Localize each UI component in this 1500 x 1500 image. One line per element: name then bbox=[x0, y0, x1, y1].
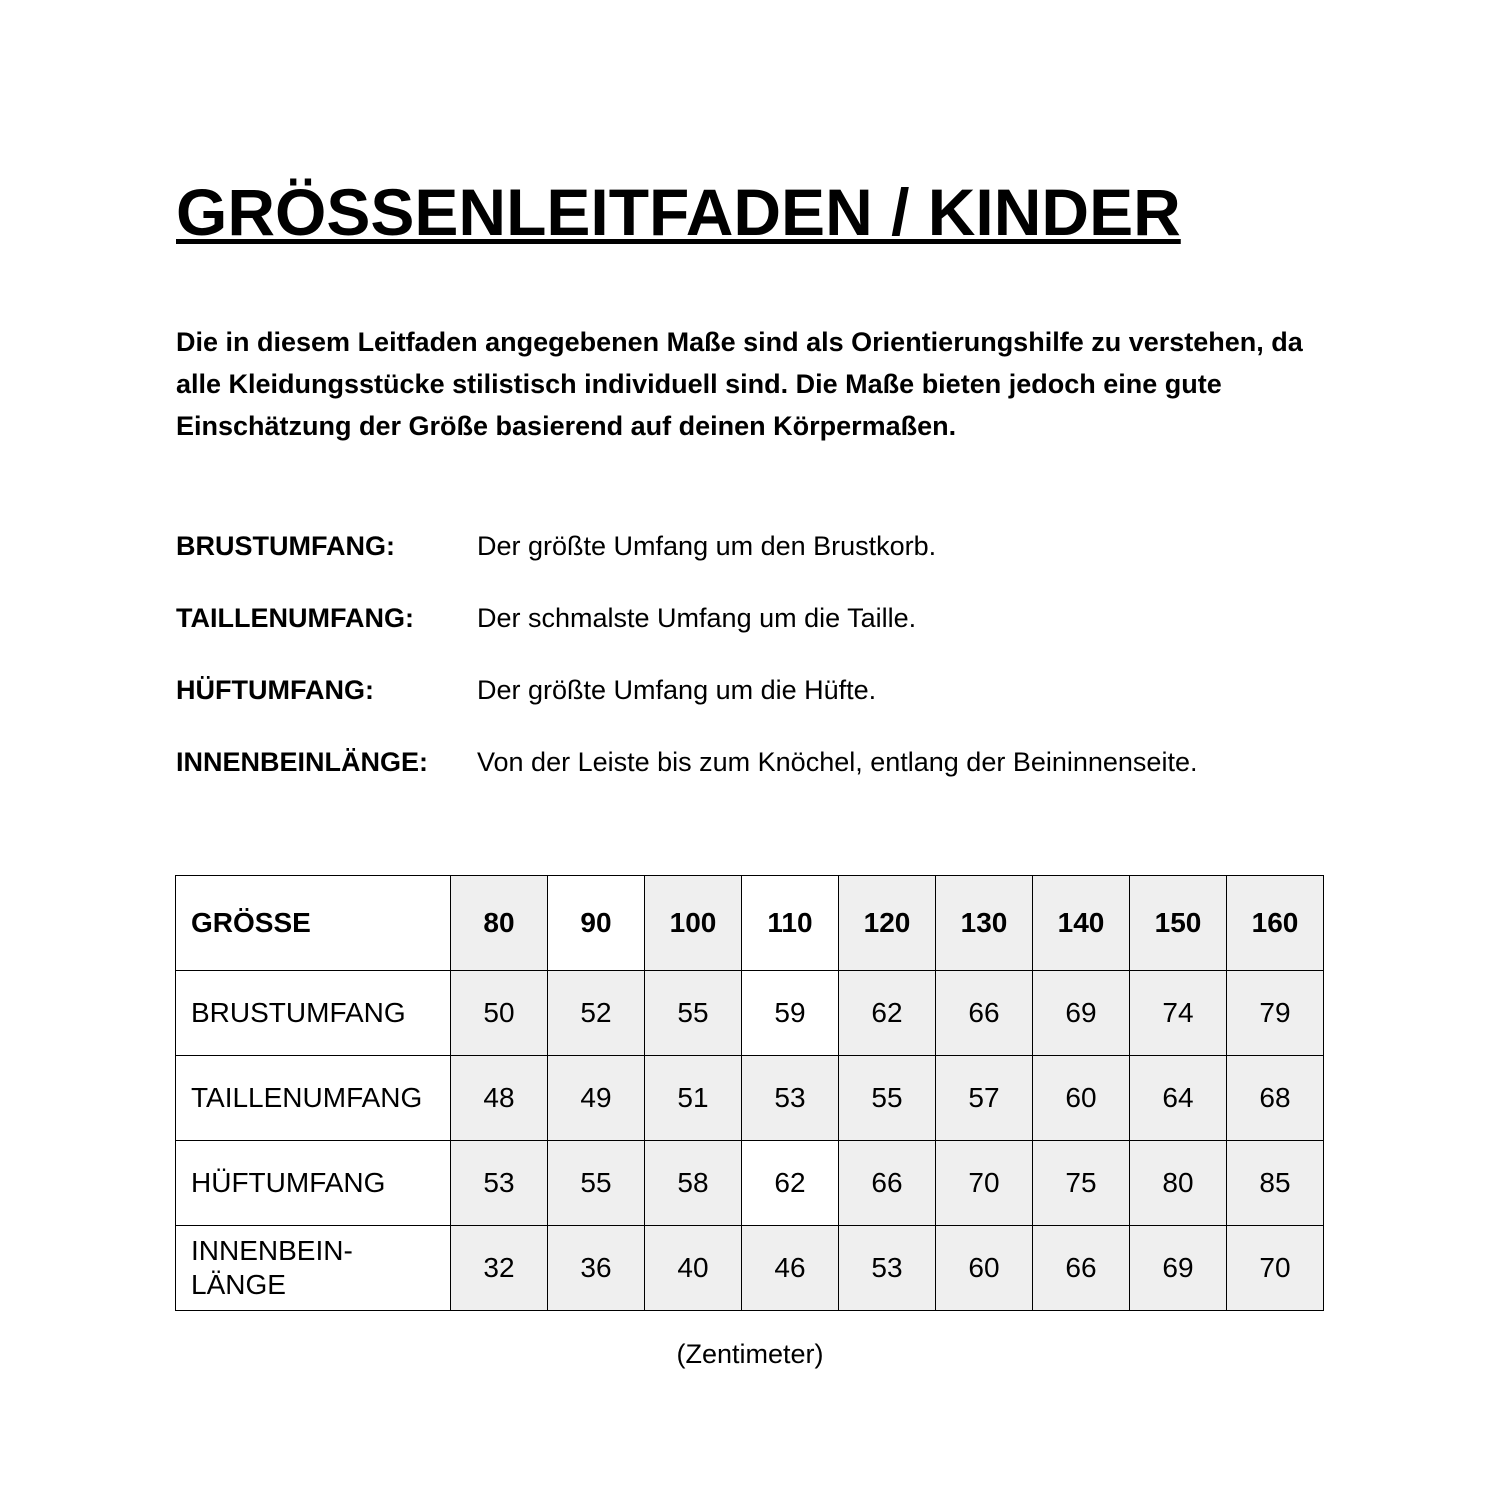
table-cell: 40 bbox=[645, 1226, 742, 1311]
table-row-label: BRUSTUMFANG bbox=[176, 971, 451, 1056]
table-header-cell: 140 bbox=[1033, 876, 1130, 971]
table-cell: 70 bbox=[1227, 1226, 1324, 1311]
definition-description: Der schmalste Umfang um die Taille. bbox=[477, 603, 917, 633]
table-cell: 53 bbox=[742, 1056, 839, 1141]
definition-row-hip bbox=[176, 669, 1376, 741]
table-row-label: HÜFTUMFANG bbox=[176, 1141, 451, 1226]
table-cell: 52 bbox=[548, 971, 645, 1056]
table-cell: 32 bbox=[451, 1226, 548, 1311]
table-cell: 62 bbox=[839, 971, 936, 1056]
table-cell: 69 bbox=[1033, 971, 1130, 1056]
table-header-cell: 160 bbox=[1227, 876, 1324, 971]
definition-term: BRUSTUMFANG: bbox=[176, 531, 395, 561]
definition-description: Von der Leiste bis zum Knöchel, entlang der Beininnenseite. bbox=[477, 747, 1198, 777]
table-header-cell: 150 bbox=[1130, 876, 1227, 971]
table-cell: 80 bbox=[1130, 1141, 1227, 1226]
table-row-label-line: INNENBEIN- bbox=[191, 1235, 353, 1266]
table-cell: 46 bbox=[742, 1226, 839, 1311]
unit-note: (Zentimeter) bbox=[676, 1339, 824, 1369]
table-cell: 51 bbox=[645, 1056, 742, 1141]
table-cell: 57 bbox=[936, 1056, 1033, 1141]
table-cell: 49 bbox=[548, 1056, 645, 1141]
table-cell: 74 bbox=[1130, 971, 1227, 1056]
page-title: GRÖSSENLEITFADEN / KINDER bbox=[176, 175, 1181, 249]
table-row bbox=[176, 1056, 1324, 1141]
definition-term: HÜFTUMFANG: bbox=[176, 675, 374, 705]
table-cell: 48 bbox=[451, 1056, 548, 1141]
table-row bbox=[176, 1226, 1324, 1311]
table-cell: 69 bbox=[1130, 1226, 1227, 1311]
table-row-label: TAILLENUMFANG bbox=[176, 1056, 451, 1141]
table-cell: 66 bbox=[936, 971, 1033, 1056]
table-header-cell: 80 bbox=[451, 876, 548, 971]
table-cell: 36 bbox=[548, 1226, 645, 1311]
table-row bbox=[176, 971, 1324, 1056]
table-cell: 79 bbox=[1227, 971, 1324, 1056]
table-cell: 62 bbox=[742, 1141, 839, 1226]
size-table bbox=[175, 875, 1324, 1311]
table-row-label bbox=[176, 1226, 451, 1311]
table-row bbox=[176, 1141, 1324, 1226]
measurement-definitions bbox=[176, 525, 1376, 813]
table-cell: 59 bbox=[742, 971, 839, 1056]
table-header-cell: 90 bbox=[548, 876, 645, 971]
table-cell: 60 bbox=[1033, 1056, 1130, 1141]
table-cell: 70 bbox=[936, 1141, 1033, 1226]
table-cell: 85 bbox=[1227, 1141, 1324, 1226]
table-cell: 64 bbox=[1130, 1056, 1227, 1141]
table-row-label-line: LÄNGE bbox=[191, 1269, 286, 1300]
table-header-row bbox=[176, 876, 1324, 971]
table-header-cell: 100 bbox=[645, 876, 742, 971]
definition-term: TAILLENUMFANG: bbox=[176, 603, 414, 633]
intro-text: Die in diesem Leitfaden angegebenen Maße sind als Orientierungshilfe zu verstehen, da alle Kleidungsstücke stilistisch individuell sind. Die Maße bieten jedoch eine gute Einschätzung der Größe basierend auf deinen Körpermaßen. bbox=[176, 327, 1303, 441]
definition-row-inseam bbox=[176, 741, 1376, 813]
table-cell: 55 bbox=[548, 1141, 645, 1226]
table-cell: 66 bbox=[1033, 1226, 1130, 1311]
table-header-label: GRÖSSE bbox=[176, 876, 451, 971]
table-cell: 66 bbox=[839, 1141, 936, 1226]
table-header-cell: 110 bbox=[742, 876, 839, 971]
table-cell: 53 bbox=[839, 1226, 936, 1311]
table-cell: 75 bbox=[1033, 1141, 1130, 1226]
definition-row-chest bbox=[176, 525, 1376, 597]
table-cell: 60 bbox=[936, 1226, 1033, 1311]
definition-row-waist bbox=[176, 597, 1376, 669]
definition-description: Der größte Umfang um die Hüfte. bbox=[477, 675, 877, 705]
definition-term: INNENBEINLÄNGE: bbox=[176, 747, 429, 777]
table-cell: 68 bbox=[1227, 1056, 1324, 1141]
table-header-cell: 120 bbox=[839, 876, 936, 971]
definition-description: Der größte Umfang um den Brustkorb. bbox=[477, 531, 937, 561]
table-cell: 58 bbox=[645, 1141, 742, 1226]
table-cell: 50 bbox=[451, 971, 548, 1056]
table-cell: 55 bbox=[645, 971, 742, 1056]
table-header-cell: 130 bbox=[936, 876, 1033, 971]
table-cell: 55 bbox=[839, 1056, 936, 1141]
table-cell: 53 bbox=[451, 1141, 548, 1226]
